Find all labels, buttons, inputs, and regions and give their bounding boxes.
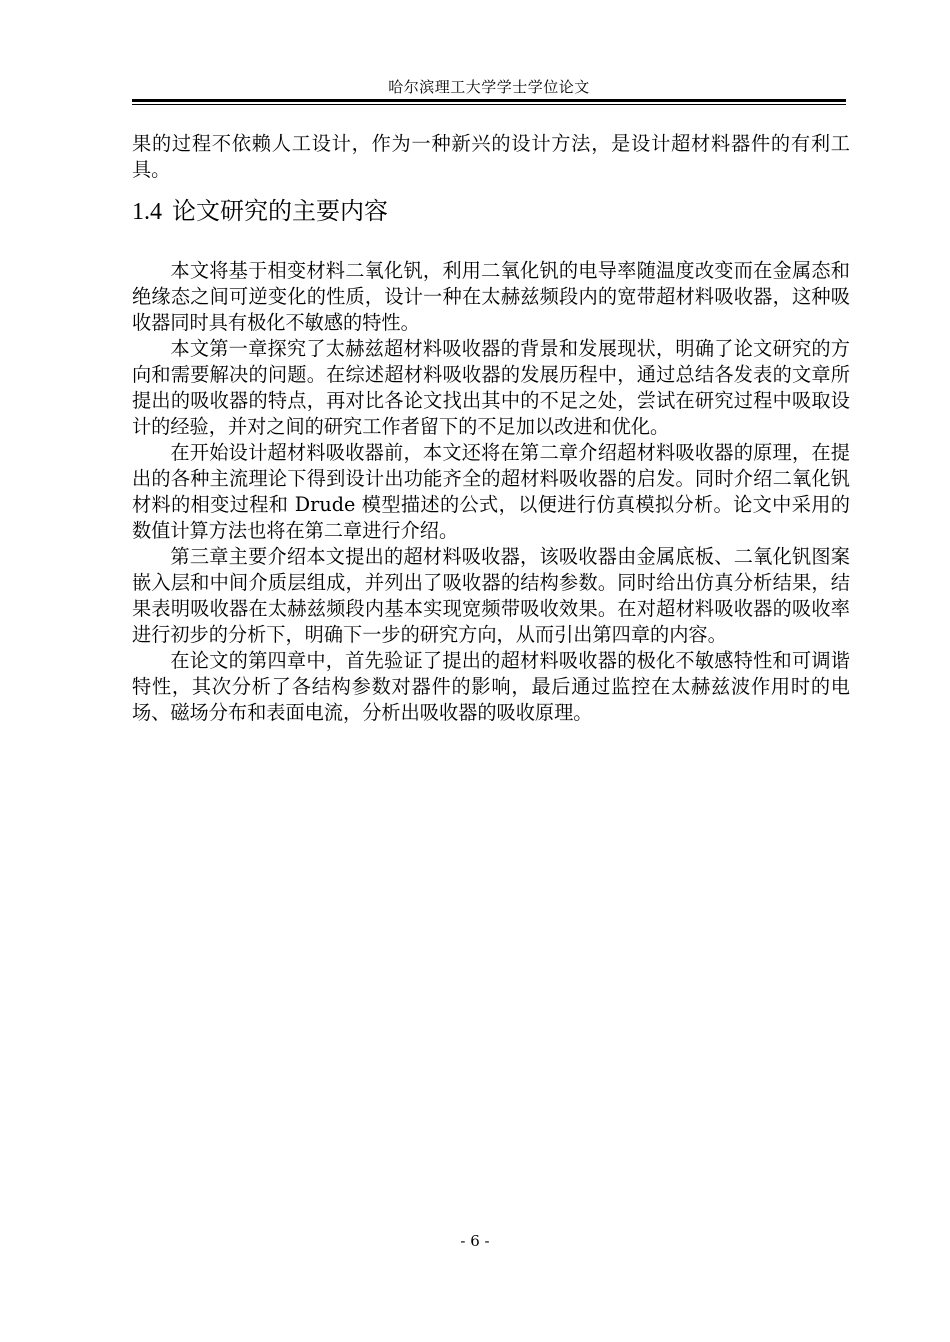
- paragraph-overview: 本文将基于相变材料二氧化钒，利用二氧化钒的电导率随温度改变而在金属态和绝缘态之间可逆变化的性质，设计一种在太赫兹频段内的宽带超材料吸收器，这种吸收器同时具有极化不敏感的特性。: [132, 259, 850, 334]
- paragraph-chapter-two: 在开始设计超材料吸收器前，本文还将在第二章介绍超材料吸收器的原理，在提出的各种主流理论下得到设计出功能齐全的超材料吸收器的启发。同时介绍二氧化钒材料的相变过程和 Drude 模型描述的公式，以便进行仿真模拟分析。论文中采用的数值计算方法也将在第二章进行介绍。: [132, 441, 850, 542]
- paragraph-chapter-four: 在论文的第四章中，首先验证了提出的超材料吸收器的极化不敏感特性和可调谐特性，其次分析了各结构参数对器件的影响，最后通过监控在太赫兹波作用时的电场、磁场分布和表面电流，分析出吸收器的吸收原理。: [132, 649, 850, 724]
- section-number: 1.4: [132, 199, 162, 225]
- section-title: 论文研究的主要内容: [172, 197, 388, 225]
- body-text: [132, 131, 850, 726]
- running-header: 哈尔滨理工大学学士学位论文: [388, 78, 590, 96]
- paragraph-chapter-three: 第三章主要介绍本文提出的超材料吸收器，该吸收器由金属底板、二氧化钒图案嵌入层和中间介质层组成，并列出了吸收器的结构参数。同时给出仿真分析结果，结果表明吸收器在太赫兹频段内基本实现宽频带吸收效果。在对超材料吸收器的吸收率进行初步的分析下，明确下一步的研究方向，从而引出第四章的内容。: [132, 545, 850, 646]
- section-heading: [132, 196, 850, 227]
- paragraph-chapter-one: 本文第一章探究了太赫兹超材料吸收器的背景和发展现状，明确了论文研究的方向和需要解决的问题。在综述超材料吸收器的发展历程中，通过总结各发表的文章所提出的吸收器的特点，再对比各论文找出其中的不足之处，尝试在研究过程中吸取设计的经验，并对之间的研究工作者留下的不足加以改进和优化。: [132, 337, 850, 438]
- header-rule-thick: [132, 99, 846, 102]
- header-rule-thin: [132, 104, 846, 105]
- page-number: - 6 -: [460, 1232, 490, 1250]
- continued-paragraph: 果的过程不依赖人工设计，作为一种新兴的设计方法，是设计超材料器件的有利工具。: [132, 132, 850, 181]
